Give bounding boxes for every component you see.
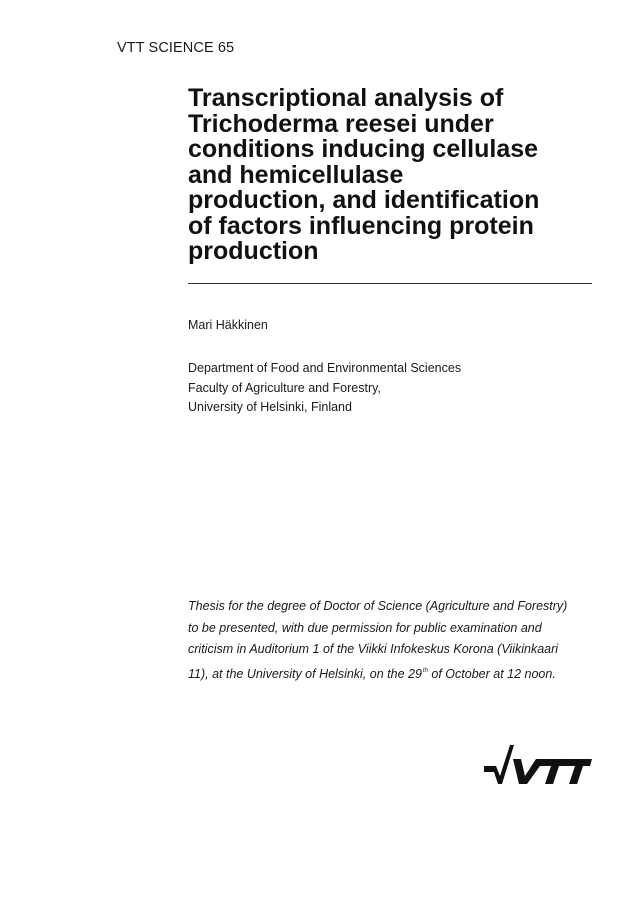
title-line: of factors influencing protein [188,211,534,240]
affiliation-line: Department of Food and Environmental Sciences [188,361,462,375]
title-line: production [188,237,319,265]
title-line: Trichoderma reesei under [188,109,494,138]
title-line: conditions inducing cellulase [188,135,539,163]
title-line: production, and identification [188,186,540,214]
affiliation-line: University of Helsinki, Finland [188,400,352,414]
thesis-line: Thesis for the degree of Doctor of Science (Agriculture and Forestry) [188,599,568,613]
thesis-time-text: of October at 12 noon. [427,666,556,681]
title-line: Transcriptional analysis of [188,84,504,112]
document-title [188,86,608,265]
title-line: and hemicellulase [188,160,404,189]
thesis-line: to be presented, with due permission for public examination and [188,620,542,635]
thesis-statement [188,596,567,685]
thesis-line [188,661,567,686]
title-divider [188,283,592,284]
affiliation-line: Faculty of Agriculture and Forestry, [188,380,381,395]
author-name: Mari Häkkinen [188,318,268,332]
affiliation-block [188,359,461,418]
thesis-date-text: 11), at the University of Helsinki, on the 29 [188,666,422,681]
series-label: VTT SCIENCE 65 [117,40,235,56]
vtt-logo-icon [483,742,593,788]
thesis-line: criticism in Auditorium 1 of the Viikki Infokeskus Korona (Viikinkaari [188,642,559,656]
ordinal-suffix: th [422,667,428,674]
